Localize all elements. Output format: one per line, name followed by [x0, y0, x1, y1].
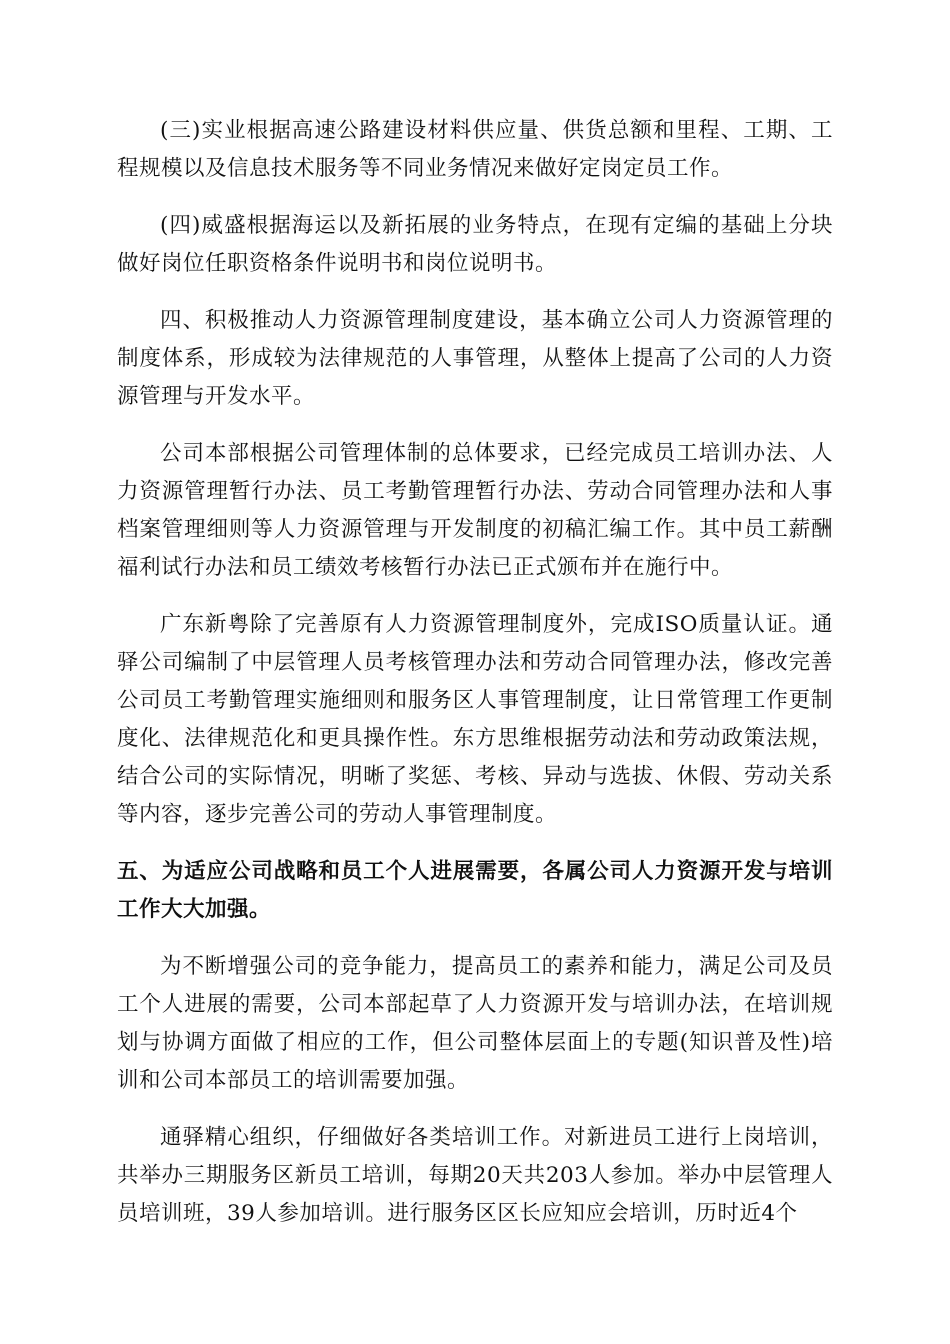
paragraph-staffing-weisheng: (四)威盛根据海运以及新拓展的业务特点，在现有定编的基础上分块做好岗位任职资格条件说明书和岗位说明书。	[117, 213, 833, 276]
paragraph-training-tongyi: 通驿精心组织，仔细做好各类培训工作。对新进员工进行上岗培训，共举办三期服务区新员工培训，每期20天共203人参加。举办中层管理人员培训班，39人参加培训。进行服务区区长应知应会培训，历时近4个	[117, 1125, 833, 1226]
paragraph-staffing-industry: (三)实业根据高速公路建设材料供应量、供货总额和里程、工期、工程规模以及信息技术服务等不同业务情况来做好定岗定员工作。	[117, 118, 833, 181]
paragraph-training-headquarters: 为不断增强公司的竞争能力，提高员工的素养和能力，满足公司及员工个人进展的需要，公司本部起草了人力资源开发与培训办法，在培训规划与协调方面做了相应的工作，但公司整体层面上的专题(知识普及性)培训和公司本部员工的培训需要加强。	[117, 954, 833, 1093]
paragraph-headquarters-policies: 公司本部根据公司管理体制的总体要求，已经完成员工培训办法、人力资源管理暂行办法、员工考勤管理暂行办法、劳动合同管理办法和人事档案管理细则等人力资源管理与开发制度的初稿汇编工作。其中员工薪酬福利试行办法和员工绩效考核暂行办法已正式颁布并在施行中。	[117, 441, 833, 580]
paragraph-subsidiary-policies: 广东新粤除了完善原有人力资源管理制度外，完成ISO质量认证。通驿公司编制了中层管理人员考核管理办法和劳动合同管理办法，修改完善公司员工考勤管理实施细则和服务区人事管理制度，让日常管理工作更制度化、法律规范化和更具操作性。东方思维根据劳动法和劳动政策法规，结合公司的实际情况，明晰了奖惩、考核、异动与选拔、休假、劳动关系等内容，逐步完善公司的劳动人事管理制度。	[117, 612, 833, 827]
paragraph-section-four-intro: 四、积极推动人力资源管理制度建设，基本确立公司人力资源管理的制度体系，形成较为法律规范的人事管理，从整体上提高了公司的人力资源管理与开发水平。	[117, 308, 833, 409]
section-five-heading: 五、为适应公司战略和员工个人进展需要，各属公司人力资源开发与培训工作大大加强。	[117, 859, 833, 922]
document-page	[117, 112, 833, 1252]
